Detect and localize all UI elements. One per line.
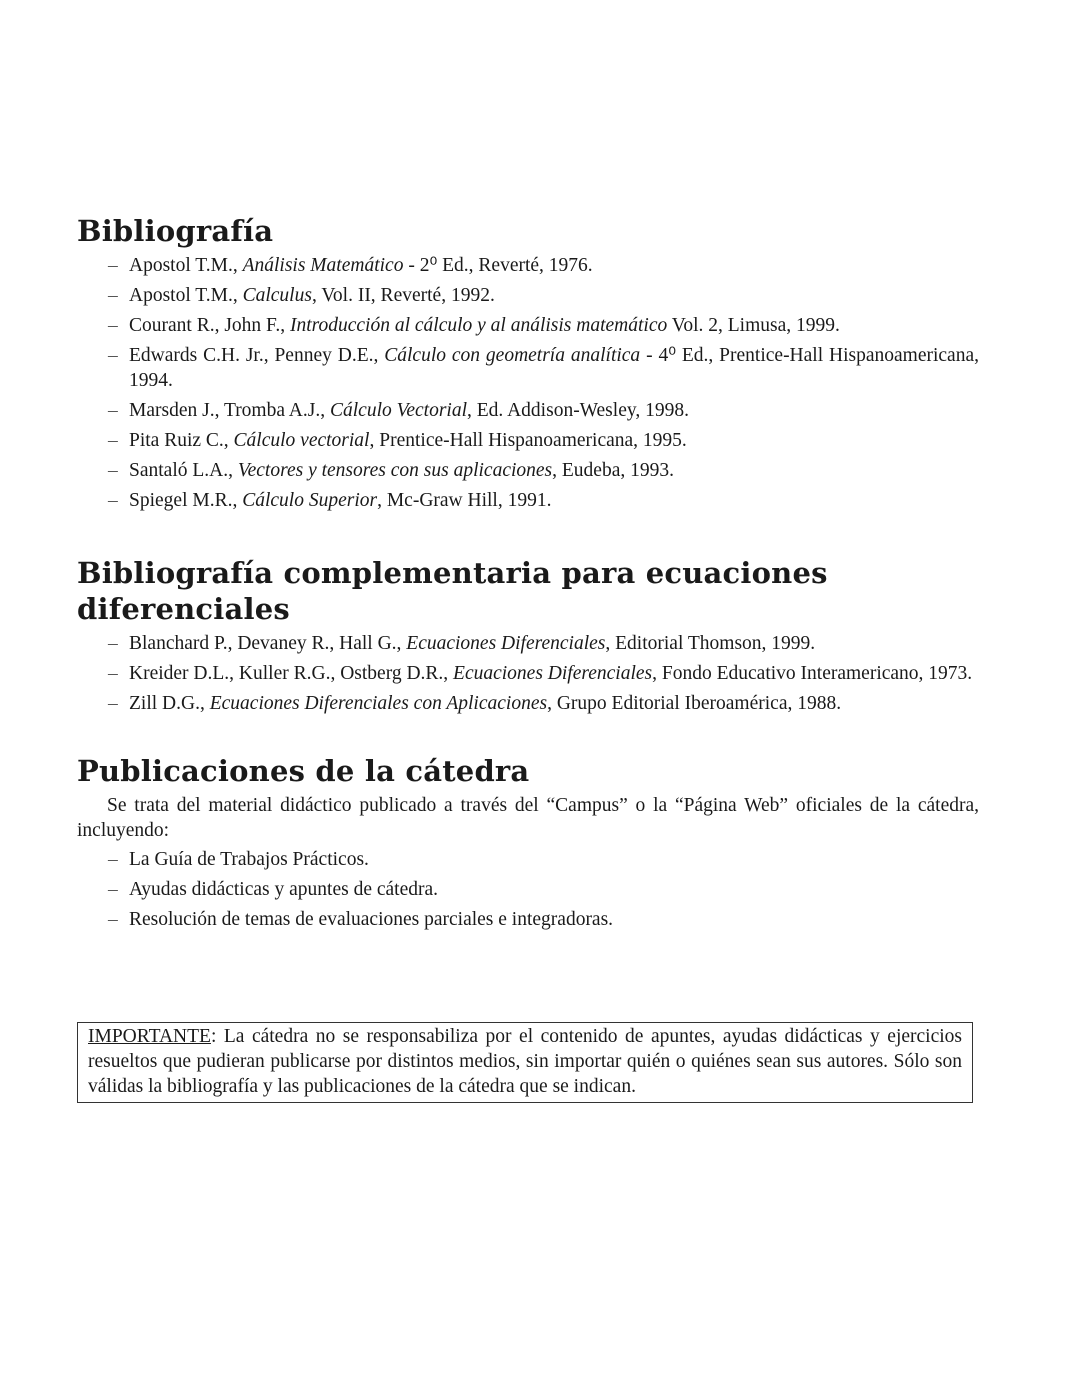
list-item: – Spiegel M.R., Cálculo Superior, Mc-Graw Hill, 1991. [129,488,979,513]
notice-text: : La cátedra no se responsabiliza por el contenido de apuntes, ayudas didácticas y ejercicios resueltos que pudieran publicarse por distintos medios, sin importar quién o quiénes sean sus autores. Sólo son válidas la bibliografía y las publicaciones de la cátedra que se indican. [88,1026,962,1097]
list-item: – Courant R., John F., Introducción al cálculo y al análisis matemático Vol. 2, Limusa, 1999. [129,313,979,338]
list-item: – Zill D.G., Ecuaciones Diferenciales con Aplicaciones, Grupo Editorial Iberoamérica, 1988. [129,691,979,716]
list-item: – Santaló L.A., Vectores y tensores con sus aplicaciones, Eudeba, 1993. [129,458,979,483]
publications-intro: Se trata del material didáctico publicado a través del “Campus” o la “Página Web” oficiales de la cátedra, incluyendo: [77,795,979,841]
section-title-bibliografia: Bibliografía [77,214,274,248]
list-item: – Pita Ruiz C., Cálculo vectorial, Prentice-Hall Hispanoamericana, 1995. [129,428,979,453]
list-item: – Apostol T.M., Análisis Matemático - 2⁰ Ed., Reverté, 1976. [129,253,979,278]
section-title-publicaciones: Publicaciones de la cátedra [77,754,530,788]
list-item: – Kreider D.L., Kuller R.G., Ostberg D.R., Ecuaciones Diferenciales, Fondo Educativo Interamericano, 1973. [129,661,979,686]
publications-list [77,847,979,932]
list-item: – Apostol T.M., Calculus, Vol. II, Reverté, 1992. [129,283,979,308]
list-item: – Marsden J., Tromba A.J., Cálculo Vectorial, Ed. Addison-Wesley, 1998. [129,398,979,423]
document-page [77,213,979,937]
section-title-complementaria: Bibliografía complementaria para ecuaciones diferenciales [77,556,828,626]
bibliography-list [77,253,979,513]
complementary-bibliography-list [77,631,979,716]
list-item: – Edwards C.H. Jr., Penney D.E., Cálculo con geometría analítica - 4⁰ Ed., Prentice-Hall Hispanoamericana, 1994. [129,343,979,393]
list-item: – Ayudas didácticas y apuntes de cátedra. [129,877,979,902]
list-item: – La Guía de Trabajos Prácticos. [129,847,979,872]
list-item: – Blanchard P., Devaney R., Hall G., Ecuaciones Diferenciales, Editorial Thomson, 1999. [129,631,979,656]
important-notice-box [77,1022,973,1103]
list-item: – Resolución de temas de evaluaciones parciales e integradoras. [129,907,979,932]
notice-label: IMPORTANTE [88,1026,211,1047]
